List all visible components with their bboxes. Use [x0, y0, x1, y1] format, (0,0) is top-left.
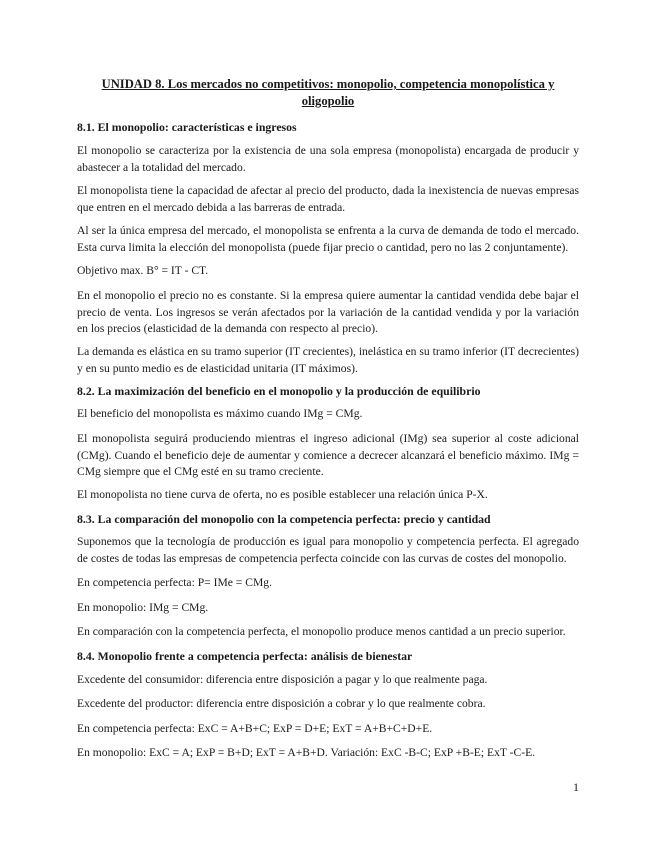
paragraph-perfect-competition-rule: En competencia perfecta: P= IMe = CMg.: [77, 576, 272, 589]
paragraph-monopoly-rule: En monopolio: IMg = CMg.: [77, 601, 209, 614]
paragraph-price-power: El monopolista tiene la capacidad de afectar al precio del producto, dada la inexistencia de nuevas empresas que entren en el mercado debida a las barreras de entrada.: [77, 184, 579, 214]
document-title: UNIDAD 8. Los mercados no competitivos: monopolio, competencia monopolística y oligopolio: [101, 77, 555, 108]
section-heading-8-4: 8.4. Monopolio frente a competencia perfecta: análisis de bienestar: [77, 649, 413, 663]
paragraph-technology-assumption: Suponemos que la tecnología de producción es igual para monopolio y competencia perfecta. El agregado de costes de todas las empresas de competencia perfecta coincide con las curvas de costes del monopolio.: [77, 535, 579, 565]
section-heading-8-3: 8.3. La comparación del monopolio con la competencia perfecta: precio y cantidad: [77, 512, 491, 526]
paragraph-objective: Objetivo max. B° = IT - CT.: [77, 264, 209, 277]
paragraph-price-not-constant: En el monopolio el precio no es constante. Si la empresa quiere aumentar la cantidad vendida debe bajar el precio de venta. Los ingresos se verán afectados por la variación de la cantidad vendida y por la variación en los precios (elasticidad de la demanda con respecto al precio).: [77, 289, 579, 335]
paragraph-monopoly-surplus: En monopolio: ExC = A; ExP = B+D; ExT = A+B+D. Variación: ExC -B-C; ExP +B-E; ExT -C-E.: [77, 746, 536, 759]
paragraph-no-supply-curve: El monopolista no tiene curva de oferta, no es posible establecer una relación única P-X.: [77, 488, 488, 501]
paragraph-perfect-competition-surplus: En competencia perfecta: ExC = A+B+C; ExP = D+E; ExT = A+B+C+D+E.: [77, 722, 433, 735]
paragraph-producer-surplus: Excedente del productor: diferencia entre disposición a cobrar y lo que realmente cobra.: [77, 697, 486, 710]
paragraph-max-profit: El beneficio del monopolista es máximo cuando IMg = CMg.: [77, 407, 363, 420]
paragraph-comparison: En comparación con la competencia perfecta, el monopolio produce menos cantidad a un precio superior.: [77, 625, 566, 638]
paragraph-demand-curve: Al ser la única empresa del mercado, el monopolista se enfrenta a la curva de demanda de todo el mercado. Esta curva limita la elección del monopolista (puede fijar precio o cantidad, pero no las 2 conjuntamente).: [77, 224, 579, 254]
paragraph-consumer-surplus: Excedente del consumidor: diferencia entre disposición a pagar y lo que realmente paga.: [77, 673, 488, 686]
paragraph-production-rule: El monopolista seguirá produciendo mientras el ingreso adicional (IMg) sea superior al coste adicional (CMg). Cuando el beneficio deje de aumentar y comience a decrecer alcanzará el beneficio máximo. IMg = CMg siempre que el CMg esté en su tramo creciente.: [77, 432, 579, 478]
paragraph-elasticity: La demanda es elástica en su tramo superior (IT crecientes), inelástica en su tramo inferior (IT decrecientes) y en su punto medio es de elasticidad unitaria (IT máximos).: [77, 345, 579, 375]
section-heading-8-2: 8.2. La maximización del beneficio en el monopolio y la producción de equilibrio: [77, 384, 481, 398]
section-heading-8-1: 8.1. El monopolio: características e ingresos: [77, 120, 297, 134]
page-number: 1: [573, 780, 579, 794]
paragraph-monopoly-definition: El monopolio se caracteriza por la existencia de una sola empresa (monopolista) encargada de producir y abastecer a la totalidad del mercado.: [77, 144, 579, 174]
